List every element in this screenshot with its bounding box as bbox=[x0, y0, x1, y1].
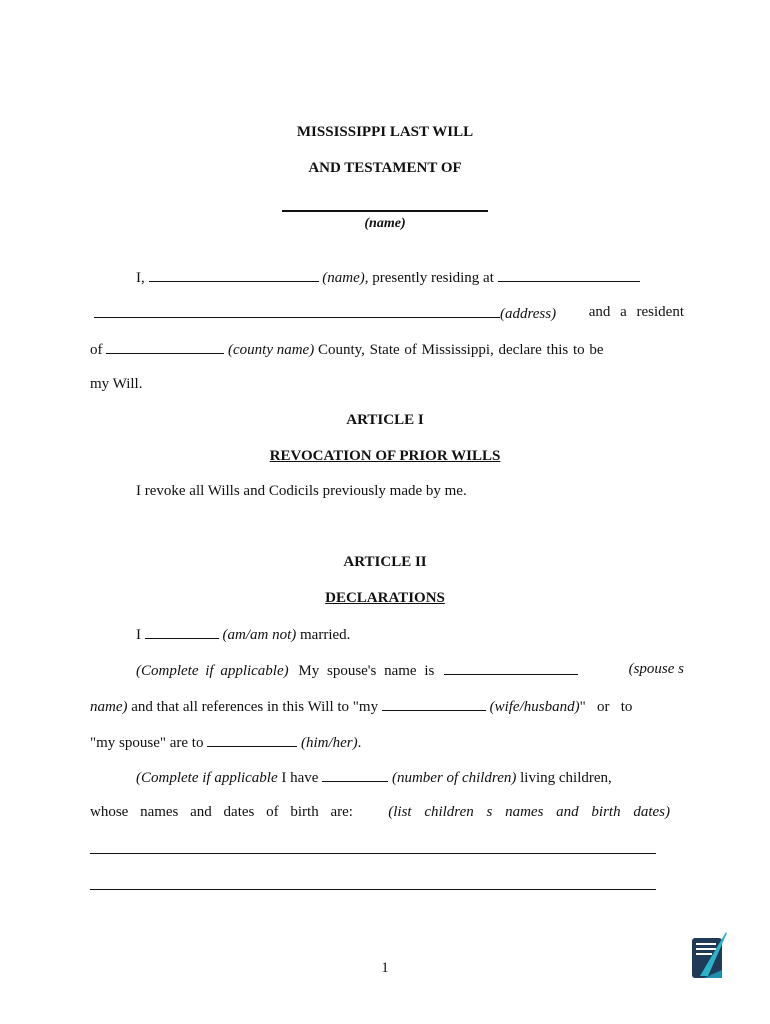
children-line-1 bbox=[136, 768, 612, 787]
spouse-name-hint-cont: name) bbox=[90, 699, 128, 715]
wife-husband-hint: (wife/husband) bbox=[489, 699, 580, 715]
county-rest: County, State of Mississippi, declare this to be bbox=[317, 342, 604, 358]
of-text: of bbox=[90, 342, 103, 358]
article-1-heading: ARTICLE I bbox=[346, 412, 424, 428]
intro-i: I, bbox=[136, 270, 145, 286]
address-hint: (address) bbox=[500, 306, 557, 322]
document-title-line2: AND TESTAMENT OF bbox=[308, 160, 462, 176]
county-hint: (county name) bbox=[228, 342, 315, 358]
children-line-2 bbox=[90, 804, 670, 821]
name-hint: (name) bbox=[364, 216, 406, 231]
intro-line-2 bbox=[94, 304, 684, 323]
married-rest: married. bbox=[300, 627, 351, 643]
children-count-hint: (number of children) bbox=[391, 770, 517, 786]
residence-blank bbox=[498, 268, 640, 282]
him-her-blank bbox=[207, 733, 297, 747]
page-number: 1 bbox=[381, 960, 389, 976]
article-2-heading: ARTICLE II bbox=[343, 554, 427, 570]
spouse-name-blank bbox=[444, 661, 578, 675]
intro-line-4: my Will. bbox=[90, 376, 143, 392]
spouse-line-2 bbox=[90, 697, 680, 716]
children-entry-line-2 bbox=[90, 889, 656, 890]
spouse-line-end: . bbox=[357, 735, 362, 751]
my-spouse-text: "my spouse" are to bbox=[90, 735, 204, 751]
intro-line-3 bbox=[90, 340, 604, 359]
children-entry-line-1 bbox=[90, 853, 656, 854]
article-1-subheading: REVOCATION OF PRIOR WILLS bbox=[269, 448, 501, 464]
wife-husband-blank bbox=[382, 697, 486, 711]
children-count-blank bbox=[322, 768, 388, 782]
married-blank bbox=[145, 625, 219, 639]
spouse-name-text: My spouse's name is bbox=[298, 663, 435, 679]
spouse-line-3 bbox=[90, 733, 361, 752]
article-1-text: I revoke all Wills and Codicils previously made by me. bbox=[136, 483, 467, 499]
married-hint: (am/am not) bbox=[222, 627, 297, 643]
resident-text: and a resident bbox=[588, 304, 684, 320]
spouse-references-text: and that all references in this Will to "my bbox=[131, 699, 379, 715]
living-children-text: living children, bbox=[520, 770, 612, 786]
intro-line-1 bbox=[136, 268, 640, 287]
children-names-hint: (list children s names and birth dates) bbox=[388, 804, 670, 820]
address-blank bbox=[94, 304, 500, 318]
children-hint-applicable: (Complete if applicable bbox=[136, 770, 278, 786]
married-line bbox=[136, 625, 350, 644]
document-quill-icon bbox=[690, 930, 728, 980]
him-her-hint: (him/her) bbox=[300, 735, 358, 751]
testator-name-line bbox=[282, 210, 488, 212]
i-have-text: I have bbox=[281, 770, 319, 786]
spouse-name-hint: (spouse s bbox=[628, 661, 684, 677]
married-i: I bbox=[136, 627, 141, 643]
name-blank bbox=[149, 268, 319, 282]
name-hint-inline: (name) bbox=[322, 270, 365, 286]
or-to-text: " or to bbox=[579, 699, 633, 715]
article-2-subheading: DECLARATIONS bbox=[325, 590, 445, 606]
spouse-line-1 bbox=[136, 661, 684, 680]
document-title-line1: MISSISSIPPI LAST WILL bbox=[296, 124, 474, 140]
children-names-text: whose names and dates of birth are: bbox=[90, 804, 353, 820]
spouse-hint-applicable: (Complete if applicable) bbox=[136, 663, 289, 679]
residing-text: , presently residing at bbox=[364, 270, 494, 286]
county-blank bbox=[106, 340, 224, 354]
